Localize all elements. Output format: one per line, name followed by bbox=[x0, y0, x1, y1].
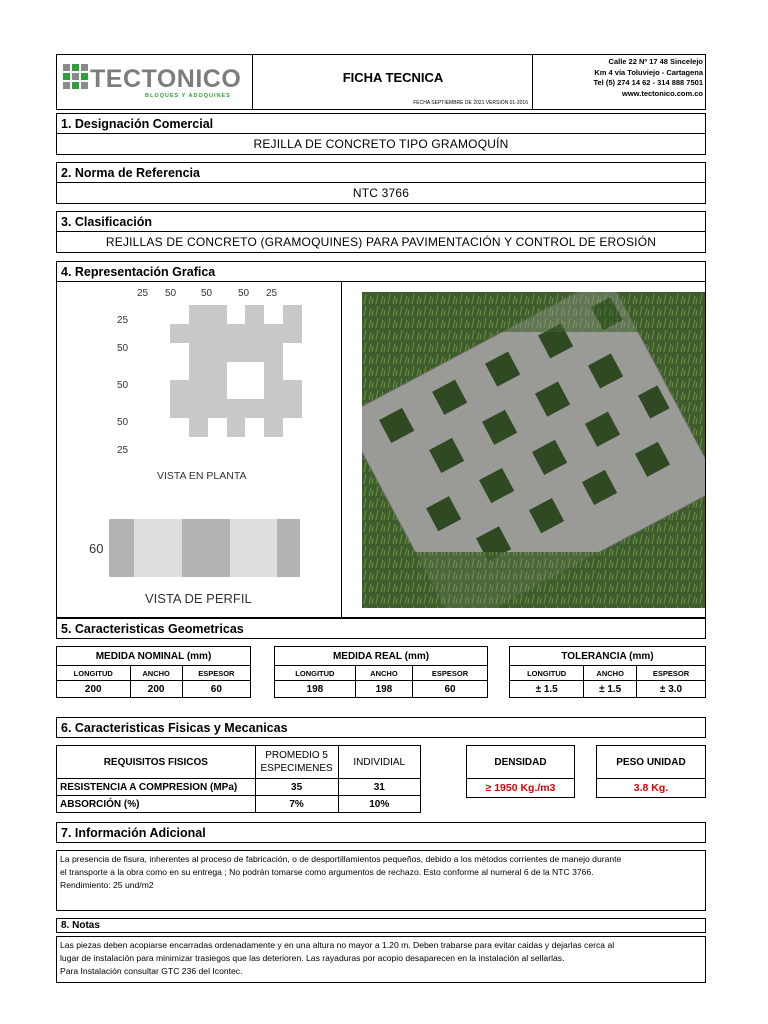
notes-line-3: Para Instalación consultar GTC 236 del Icontec. bbox=[60, 966, 243, 976]
graphic-area bbox=[56, 281, 706, 618]
real-length: 198 bbox=[275, 681, 356, 698]
nominal-col-length: LONGITUD bbox=[57, 666, 131, 681]
additional-info-text bbox=[56, 850, 706, 911]
profile-dim: 60 bbox=[89, 541, 104, 556]
real-title: MEDIDA REAL (mm) bbox=[275, 647, 488, 666]
tolerance-title: TOLERANCIA (mm) bbox=[510, 647, 706, 666]
unit-weight-value: 3.8 Kg. bbox=[597, 779, 706, 798]
unit-weight-table bbox=[596, 745, 706, 798]
side-dim-4: 50 bbox=[117, 417, 129, 428]
section-8-title: 8. Notas bbox=[56, 918, 706, 933]
profile-strip-b bbox=[134, 519, 182, 577]
section-6-title: 6. Caracteristicas Fisicas y Mecanicas bbox=[56, 717, 706, 738]
profile-view-label: VISTA DE PERFIL bbox=[145, 591, 252, 606]
side-dim-2: 50 bbox=[117, 343, 129, 354]
top-dim-5: 25 bbox=[266, 288, 278, 299]
document-version: FECHA SEPTIEMBRE DE 2021 VERSIÓN 01-2016 bbox=[413, 100, 528, 106]
tolerance-col-length: LONGITUD bbox=[510, 666, 584, 681]
phone-line: Tel (5) 274 14 62 - 314 888 7501 bbox=[593, 78, 703, 87]
row-compression-ind: 31 bbox=[338, 779, 420, 796]
contact-info bbox=[533, 57, 705, 107]
section-7-title: 7. Información Adicional bbox=[56, 822, 706, 843]
real-thickness: 60 bbox=[413, 681, 488, 698]
side-dim-1: 25 bbox=[117, 315, 129, 326]
additional-line-2: el transporte a la obra como en su entrega ; No podrán tomarse como argumentos de rechazo. Esto conforme al numeral 6 de la NTC 3766. bbox=[60, 867, 594, 877]
row-compression-avg: 35 bbox=[255, 779, 338, 796]
top-dim-2: 50 bbox=[165, 288, 177, 299]
tolerance-width: ± 1.5 bbox=[584, 681, 637, 698]
col-physical-requirements: REQUISITOS FISICOS bbox=[57, 746, 256, 779]
profile-strip-e bbox=[277, 519, 300, 577]
document-title-cell bbox=[253, 55, 533, 109]
section-2-title: 2. Norma de Referencia bbox=[56, 162, 706, 183]
drawing-panel bbox=[57, 281, 342, 617]
nominal-size-table bbox=[56, 646, 251, 698]
logo-subtext: BLOQUES Y ADOQUINES bbox=[145, 93, 231, 99]
physical-properties-table bbox=[56, 745, 421, 813]
col-individual: INDIVIDIAL bbox=[338, 746, 420, 779]
website-link[interactable]: www.tectonico.com.co bbox=[622, 88, 703, 98]
real-size-table bbox=[274, 646, 488, 698]
section-5-title: 5. Caracteristicas Geometricas bbox=[56, 618, 706, 639]
real-width: 198 bbox=[355, 681, 412, 698]
nominal-col-thickness: ESPESOR bbox=[182, 666, 250, 681]
nominal-width: 200 bbox=[130, 681, 182, 698]
notes-line-2: lugar de instalación para minimizar trasiegos que las deterioren. Las rayaduras por acopio desaparecen en la instalación al sellarlas. bbox=[60, 953, 565, 963]
section-3-value: REJILLAS DE CONCRETO (GRAMOQUINES) PARA PAVIMENTACIÓN Y CONTROL DE EROSIÓN bbox=[56, 232, 706, 253]
side-dim-5: 25 bbox=[117, 445, 129, 456]
density-table bbox=[466, 745, 575, 798]
real-col-length: LONGITUD bbox=[275, 666, 356, 681]
section-3-title: 3. Clasificación bbox=[56, 211, 706, 232]
product-photo bbox=[362, 292, 705, 608]
tolerance-col-thickness: ESPESOR bbox=[637, 666, 706, 681]
additional-line-1: La presencia de fisura, inherentes al proceso de fabricación, o de desportillamientos pequeños, debido a los métodos corrientes de manejo durante bbox=[60, 854, 622, 864]
additional-line-3: Rendimiento: 25 und/m2 bbox=[60, 880, 154, 890]
document-title: FICHA TECNICA bbox=[342, 70, 444, 85]
section-1-value: REJILLA DE CONCRETO TIPO GRAMOQUÍN bbox=[56, 134, 706, 155]
profile-strip-a bbox=[109, 519, 134, 577]
profile-strip-d bbox=[230, 519, 277, 577]
tolerance-thickness: ± 3.0 bbox=[637, 681, 706, 698]
top-dim-4: 50 bbox=[238, 288, 250, 299]
col-average bbox=[255, 746, 338, 779]
gramoquin-photo-image bbox=[362, 292, 705, 608]
address-line-1: Calle 22 Nº 17 48 Sincelejo bbox=[608, 57, 703, 66]
real-col-width: ANCHO bbox=[355, 666, 412, 681]
row-absorption-ind: 10% bbox=[338, 796, 420, 813]
section-4-title: 4. Representación Grafica bbox=[56, 261, 706, 282]
nominal-col-width: ANCHO bbox=[130, 666, 182, 681]
address-line-2: Km 4 vía Toluviejo - Cartagena bbox=[594, 67, 703, 77]
section-1-title: 1. Designación Comercial bbox=[56, 113, 706, 134]
nominal-thickness: 60 bbox=[182, 681, 250, 698]
tolerance-col-width: ANCHO bbox=[584, 666, 637, 681]
logo-text: TECTONICO bbox=[90, 65, 242, 93]
col-average-line-1: PROMEDIO 5 bbox=[265, 750, 328, 761]
nominal-title: MEDIDA NOMINAL (mm) bbox=[57, 647, 251, 666]
nominal-length: 200 bbox=[57, 681, 131, 698]
tolerance-table bbox=[509, 646, 706, 698]
profile-strip-c bbox=[182, 519, 230, 577]
plan-view-label: VISTA EN PLANTA bbox=[157, 470, 247, 482]
side-dim-3: 50 bbox=[117, 380, 129, 391]
col-average-line-2: ESPECIMENES bbox=[260, 763, 333, 774]
density-value: ≥ 1950 Kg./m3 bbox=[467, 779, 575, 798]
unit-weight-label: PESO UNIDAD bbox=[597, 746, 706, 779]
row-compression-label: RESISTENCIA A COMPRESION (MPa) bbox=[57, 779, 256, 796]
plan-view-drawing bbox=[57, 281, 342, 617]
top-dim-3: 50 bbox=[201, 288, 213, 299]
top-dim-1: 25 bbox=[137, 288, 149, 299]
tolerance-length: ± 1.5 bbox=[510, 681, 584, 698]
notes-text bbox=[56, 936, 706, 983]
logo-grid-icon bbox=[63, 64, 89, 92]
section-2-value: NTC 3766 bbox=[56, 183, 706, 204]
row-absorption-avg: 7% bbox=[255, 796, 338, 813]
header bbox=[56, 54, 706, 110]
plan-view-shape bbox=[170, 305, 302, 437]
real-col-thickness: ESPESOR bbox=[413, 666, 488, 681]
row-absorption-label: ABSORCIÓN (%) bbox=[57, 796, 256, 813]
density-label: DENSIDAD bbox=[467, 746, 575, 779]
logo bbox=[57, 55, 253, 109]
notes-line-1: Las piezas deben acopiarse encarradas ordenadamente y en una altura no mayor a 1.20 m. Deben trabarse para evitar caidas y dejarlas cerca al bbox=[60, 940, 615, 950]
